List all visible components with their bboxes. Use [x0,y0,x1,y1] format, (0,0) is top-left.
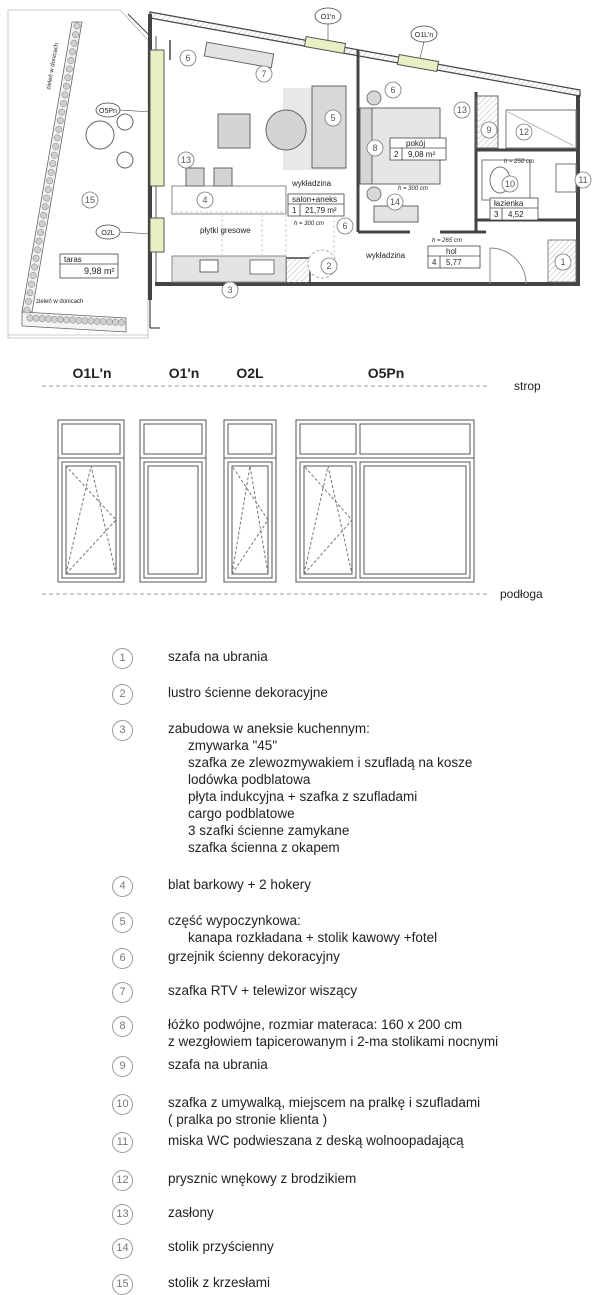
legend-number: 11 [112,1132,133,1153]
tag-o1n: O1'n [320,14,336,21]
legend-item-6 [112,948,600,965]
legend-number: 9 [112,1056,133,1077]
terrace [8,10,148,338]
legend-number: 7 [112,982,133,1003]
plant [70,317,76,323]
hall [490,248,526,284]
legend-item-12 [112,1170,600,1187]
floor-label-kitchen: płytki gresowe [200,226,251,235]
legend-subtext: zmywarka "45" [188,738,278,753]
plan-marker-label: 7 [261,69,267,79]
plant [50,161,56,167]
plant [74,23,80,29]
legend-subtext: cargo podblatowe [188,806,295,821]
legend-number: 14 [112,1238,133,1259]
plant [39,221,45,227]
plan-marker-label: 10 [504,179,516,189]
window-elevations [42,365,543,601]
salon-num: 1 [292,206,297,215]
plant [44,195,50,201]
legend-item-4 [112,876,600,893]
plant [82,318,88,324]
greenery-label-left: zieleń w donicach [46,42,61,91]
plant [45,186,51,192]
salon-name: salon+aneks [292,195,338,204]
greenery-label-bottom: zieleń w donicach [36,299,84,305]
plan-marker-label: 9 [486,125,492,135]
plant [36,238,42,244]
plant [56,126,62,132]
plant [33,255,39,261]
legend-subtext: lodówka podblatowa [188,772,311,787]
legend-item-2 [112,684,600,701]
elevation-title-o1ln: O1L'n [72,365,112,381]
legend-number: 8 [112,1016,133,1037]
legend-text: blat barkowy + 2 hokery [168,877,311,892]
plant [59,109,65,115]
legend-text: prysznic wnękowy z brodzikiem [168,1171,357,1186]
legend-text: stolik z krzesłami [168,1275,271,1290]
legend-number: 12 [112,1170,133,1191]
legend-text: stolik przyścienny [168,1239,274,1254]
legend-text: miska WC podwieszana z deską wolnoopadającą [168,1133,464,1148]
legend-item-11 [112,1132,600,1149]
legend-text: szafka z umywalką, miejscem na pralkę i szufladami [168,1095,481,1110]
plant [66,66,72,72]
legend-subtext: kanapa rozkładana + stolik kawowy +fotel [188,930,438,945]
sofa [312,86,346,168]
plant [100,318,106,324]
plant [54,135,60,141]
plant [42,204,48,210]
plan-marker-label: 1 [560,257,566,267]
legend-text: lustro ścienne dekoracyjne [168,685,328,700]
legend-text: część wypoczynkowa: [168,913,301,928]
pokoj-height: h = 300 cm [398,186,428,192]
legend-number: 10 [112,1094,133,1115]
hol-num: 4 [432,258,437,267]
armchair [218,114,250,148]
plant [106,319,112,325]
plant [45,316,51,322]
legend-item-15 [112,1274,600,1291]
elevation-o1n [140,420,206,582]
strop-label: strop [514,379,541,393]
plant [30,272,36,278]
plant [57,316,63,322]
plan-marker-label: 14 [389,197,401,207]
plant [51,316,57,322]
legend-text: szafka RTV + telewizor wiszący [168,983,358,998]
legend-number: 6 [112,948,133,969]
coffee-table [266,110,306,150]
plant [37,229,43,235]
elevation-title-o5pn: O5Pn [367,365,405,381]
plant [118,319,124,325]
floor-plan [0,0,600,640]
lazienka-height: h = 250 cm [504,159,534,165]
plant [25,298,31,304]
legend-text: zasłony [168,1205,214,1220]
legend-item-13 [112,1204,600,1221]
plant [60,100,66,106]
legend-subtext: 3 szafki ścienne zamykane [188,823,350,838]
taras-name: taras [64,255,82,264]
plant [39,315,45,321]
plan-marker-label: 6 [342,221,348,231]
plant [48,169,54,175]
wc [556,164,576,192]
legend-subtext: płyta indukcyjna + szafka z szufladami [188,789,418,804]
plant [33,315,39,321]
plant [94,318,100,324]
legend-number: 15 [112,1274,133,1295]
plan-marker-label: 8 [372,143,378,153]
plan-marker-label: 6 [390,85,396,95]
plant [27,290,33,296]
plant [68,57,74,63]
elevation-title-o2l: O2L [236,365,264,381]
chair-1 [117,114,133,130]
tv-cabinet [204,42,273,68]
legend-number: 2 [112,684,133,705]
pokoj-area: 9,08 m² [408,150,436,159]
chair-2 [117,152,133,168]
plan-marker-label: 15 [84,195,96,205]
legend-text: zabudowa w aneksie kuchennym: [168,721,370,736]
legend-item-14 [112,1238,600,1255]
legend-subtext: szafka ze zlewozmywakiem i szufladą na kosze [188,755,473,770]
legend-text: grzejnik ścienny dekoracyjny [168,949,340,964]
plan-marker-label: 13 [456,105,468,115]
plant [41,212,47,218]
legend-number: 4 [112,876,133,897]
plan-marker-label: 3 [227,285,233,295]
legend-number: 1 [112,648,133,669]
legend-subtext: szafka ścienna z okapem [188,840,340,855]
plant [72,31,78,37]
legend-number: 13 [112,1204,133,1225]
plant [53,143,59,149]
tag-o1ln: O1L'n [414,32,434,39]
plant [57,118,63,124]
plant [34,247,40,253]
sink [200,260,218,272]
lazienka-name: łazienka [494,199,524,208]
plan-marker-label: 5 [330,113,336,123]
legend-number: 3 [112,720,133,741]
plant [62,92,68,98]
plant [28,281,34,287]
pokoj-name: pokój [406,139,426,148]
plant [63,317,69,323]
elevation-o2l [224,420,276,582]
tag-o2l: O2L [101,230,115,237]
legend-text: szafa na ubrania [168,649,268,664]
plan-marker-label: 4 [202,195,208,205]
plant [112,319,118,325]
hol-height: h = 265 cm [432,238,462,244]
plant [31,264,37,270]
elevation-o5pn [296,420,474,582]
terrace-table [86,121,114,149]
stool-1 [186,168,204,186]
plan-marker-label: 13 [180,155,192,165]
legend-text: łóżko podwójne, rozmiar materaca: 160 x 200 cm [168,1017,463,1032]
plan-marker-label: 2 [326,261,332,271]
legend-item-7 [112,982,600,999]
lazienka-area: 4,52 [508,210,524,219]
floor-label-hall: wykładzina [366,251,406,260]
legend-item-10 [112,1094,600,1128]
plant [65,74,71,80]
plan-marker-label: 6 [185,53,191,63]
podloga-label: podłoga [500,587,543,601]
plan-marker-label: 11 [578,175,588,185]
legend-text: z wezgłowiem tapicerowanym i 2-ma stolikami nocnymi [168,1034,499,1049]
pokoj-num: 2 [394,150,399,159]
hob [250,260,274,274]
salon-height: h = 300 cm [294,221,324,227]
legend-number: 5 [112,912,133,933]
legend-item-1 [112,648,600,665]
elevation-title-o1n: O1'n [168,365,200,381]
legend-text: szafa na ubrania [168,1057,268,1072]
legend-text: ( pralka po stronie klienta ) [168,1112,328,1127]
elevation-o1ln [58,420,124,582]
legend-item-8 [112,1016,600,1050]
bar-counter [172,186,286,214]
legend-item-9 [112,1056,600,1073]
salon-area: 21,79 m² [305,206,337,215]
plant [27,315,33,321]
plan-marker-label: 12 [518,127,530,137]
lazienka-num: 3 [494,210,499,219]
plant [51,152,57,158]
plant [76,317,82,323]
plant [47,178,53,184]
hol-name: hol [446,247,457,256]
plant [71,40,77,46]
plant [24,307,30,313]
hol-area: 5,77 [446,258,462,267]
legend-item-3 [112,720,600,856]
tag-o5pn: O5Pn [99,108,117,115]
plant [63,83,69,89]
stool-2 [214,168,232,186]
plant [69,49,75,55]
legend-item-5 [112,912,600,946]
floor-label-salon: wykładzina [292,179,332,188]
plant [88,318,94,324]
taras-area: 9,98 m² [84,266,115,276]
